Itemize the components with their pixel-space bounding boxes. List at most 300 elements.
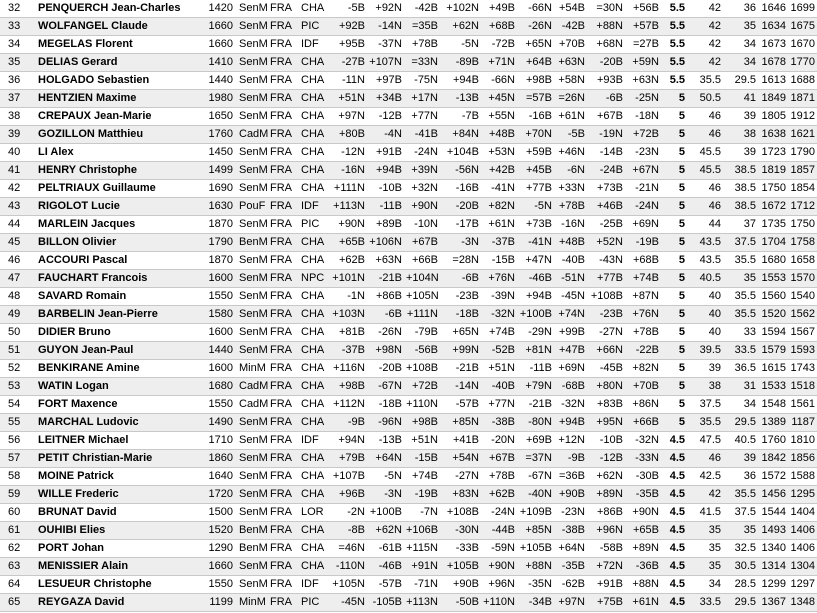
round-result-6: -34B: [517, 594, 554, 612]
round-result-7: -45N: [554, 288, 587, 306]
federation-cell: FRA: [266, 180, 297, 198]
round-result-8: +46B: [587, 198, 625, 216]
round-result-9: +72B: [625, 126, 661, 144]
round-result-8: -6B: [587, 90, 625, 108]
round-result-6: -26N: [517, 18, 554, 36]
elo-cell: 1550: [193, 396, 235, 414]
league-cell: CHA: [297, 180, 330, 198]
points-cell: 5: [661, 396, 687, 414]
round-result-1: +107B: [330, 468, 367, 486]
round-result-7: -6N: [554, 162, 587, 180]
tiebreak-3: 1340: [758, 540, 788, 558]
round-result-4: +84N: [440, 126, 481, 144]
round-result-3: -24N: [404, 144, 440, 162]
category-cell: BenM: [235, 540, 266, 558]
round-result-7: +94B: [554, 414, 587, 432]
points-cell: 5: [661, 126, 687, 144]
category-cell: SenM: [235, 162, 266, 180]
tiebreak-1: 40: [687, 324, 723, 342]
round-result-2: +98N: [367, 342, 404, 360]
round-result-6: +81N: [517, 342, 554, 360]
table-row: [0, 486, 817, 504]
rank-cell: 53: [0, 378, 30, 396]
round-result-7: +46N: [554, 144, 587, 162]
round-result-8: -43N: [587, 252, 625, 270]
round-result-7: +90B: [554, 486, 587, 504]
tiebreak-4: 1658: [788, 252, 817, 270]
player-name: MOINE Patrick: [30, 468, 193, 486]
round-result-6: +73B: [517, 216, 554, 234]
round-result-2: +106N: [367, 234, 404, 252]
category-cell: SenM: [235, 90, 266, 108]
player-name: FORT Maxence: [30, 396, 193, 414]
elo-cell: 1790: [193, 234, 235, 252]
rank-cell: 35: [0, 54, 30, 72]
round-result-4: -89B: [440, 54, 481, 72]
tiebreak-1: 35: [687, 540, 723, 558]
category-cell: SenM: [235, 36, 266, 54]
table-row: [0, 558, 817, 576]
tiebreak-2: 29.5: [723, 414, 758, 432]
tiebreak-4: 1871: [788, 90, 817, 108]
player-name: WOLFANGEL Claude: [30, 18, 193, 36]
federation-cell: FRA: [266, 252, 297, 270]
tiebreak-3: 1672: [758, 198, 788, 216]
league-cell: CHA: [297, 450, 330, 468]
rank-cell: 65: [0, 594, 30, 612]
round-result-7: +33N: [554, 180, 587, 198]
round-result-4: -30N: [440, 522, 481, 540]
tiebreak-1: 40: [687, 306, 723, 324]
table-row: [0, 342, 817, 360]
league-cell: CHA: [297, 252, 330, 270]
round-result-7: -16N: [554, 216, 587, 234]
tiebreak-2: 34: [723, 396, 758, 414]
round-result-6: -35N: [517, 576, 554, 594]
points-cell: 5: [661, 162, 687, 180]
league-cell: CHA: [297, 360, 330, 378]
round-result-6: +64B: [517, 54, 554, 72]
round-result-1: +79B: [330, 450, 367, 468]
tiebreak-2: 37.5: [723, 504, 758, 522]
round-result-4: -57B: [440, 396, 481, 414]
tiebreak-2: 31: [723, 378, 758, 396]
round-result-5: +71N: [481, 54, 517, 72]
round-result-9: -30B: [625, 468, 661, 486]
tiebreak-2: 39: [723, 108, 758, 126]
rank-cell: 39: [0, 126, 30, 144]
round-result-8: +93B: [587, 72, 625, 90]
round-result-5: +42B: [481, 162, 517, 180]
round-result-9: +66B: [625, 414, 661, 432]
round-result-1: -2N: [330, 504, 367, 522]
federation-cell: FRA: [266, 396, 297, 414]
round-result-2: -37N: [367, 36, 404, 54]
points-cell: 4.5: [661, 486, 687, 504]
round-result-9: +67N: [625, 162, 661, 180]
player-name: MEGELAS Florent: [30, 36, 193, 54]
tiebreak-1: 33.5: [687, 594, 723, 612]
league-cell: CHA: [297, 126, 330, 144]
tiebreak-4: 1857: [788, 162, 817, 180]
round-result-8: -12B: [587, 450, 625, 468]
tiebreak-4: 1790: [788, 144, 817, 162]
round-result-1: +51N: [330, 90, 367, 108]
tiebreak-4: 1518: [788, 378, 817, 396]
round-result-8: -20B: [587, 54, 625, 72]
federation-cell: FRA: [266, 72, 297, 90]
federation-cell: FRA: [266, 234, 297, 252]
points-cell: 5: [661, 360, 687, 378]
round-result-5: -37B: [481, 234, 517, 252]
round-result-7: +70B: [554, 36, 587, 54]
tiebreak-2: 39: [723, 450, 758, 468]
round-result-4: -23B: [440, 288, 481, 306]
round-result-4: -7B: [440, 108, 481, 126]
federation-cell: FRA: [266, 576, 297, 594]
category-cell: MinM: [235, 360, 266, 378]
round-result-2: -96N: [367, 414, 404, 432]
tiebreak-2: 36: [723, 0, 758, 18]
tiebreak-2: 29.5: [723, 594, 758, 612]
federation-cell: FRA: [266, 522, 297, 540]
player-name: ACCOURI Pascal: [30, 252, 193, 270]
round-result-3: +72B: [404, 378, 440, 396]
round-result-9: -18N: [625, 108, 661, 126]
player-name: SAVARD Romain: [30, 288, 193, 306]
tiebreak-2: 35: [723, 18, 758, 36]
round-result-7: +97N: [554, 594, 587, 612]
round-result-6: +100B: [517, 306, 554, 324]
round-result-2: +94B: [367, 162, 404, 180]
round-result-8: +91B: [587, 576, 625, 594]
tiebreak-1: 45.5: [687, 144, 723, 162]
round-result-1: +112N: [330, 396, 367, 414]
elo-cell: 1440: [193, 342, 235, 360]
table-row: [0, 18, 817, 36]
league-cell: CHA: [297, 108, 330, 126]
table-row: [0, 324, 817, 342]
league-cell: IDF: [297, 198, 330, 216]
player-name: LI Alex: [30, 144, 193, 162]
round-result-8: -19N: [587, 126, 625, 144]
table-row: [0, 144, 817, 162]
tiebreak-3: 1533: [758, 378, 788, 396]
round-result-7: =26N: [554, 90, 587, 108]
player-name: MARCHAL Ludovic: [30, 414, 193, 432]
league-cell: CHA: [297, 540, 330, 558]
round-result-1: +96B: [330, 486, 367, 504]
round-result-5: -15B: [481, 252, 517, 270]
round-result-9: -25N: [625, 90, 661, 108]
rank-cell: 43: [0, 198, 30, 216]
round-result-7: +99B: [554, 324, 587, 342]
tiebreak-2: 35.5: [723, 306, 758, 324]
category-cell: SenM: [235, 504, 266, 522]
tiebreak-1: 42: [687, 54, 723, 72]
points-cell: 4.5: [661, 576, 687, 594]
round-result-6: -5N: [517, 198, 554, 216]
tiebreak-4: 1588: [788, 468, 817, 486]
federation-cell: FRA: [266, 342, 297, 360]
round-result-1: +103N: [330, 306, 367, 324]
round-result-4: +99N: [440, 342, 481, 360]
round-result-5: +45N: [481, 90, 517, 108]
table-row: [0, 108, 817, 126]
round-result-9: +70B: [625, 378, 661, 396]
category-cell: SenM: [235, 252, 266, 270]
player-name: DIDIER Bruno: [30, 324, 193, 342]
rank-cell: 57: [0, 450, 30, 468]
table-row: [0, 162, 817, 180]
round-result-8: -25B: [587, 216, 625, 234]
round-result-5: +68B: [481, 18, 517, 36]
round-result-5: -39N: [481, 288, 517, 306]
table-row: [0, 252, 817, 270]
round-result-2: +89B: [367, 216, 404, 234]
elo-cell: 1199: [193, 594, 235, 612]
round-result-1: +111N: [330, 180, 367, 198]
points-cell: 5: [661, 108, 687, 126]
round-result-4: -5N: [440, 36, 481, 54]
tiebreak-3: 1299: [758, 576, 788, 594]
round-result-6: +65N: [517, 36, 554, 54]
round-result-9: +69N: [625, 216, 661, 234]
league-cell: CHA: [297, 288, 330, 306]
round-result-4: +65N: [440, 324, 481, 342]
round-result-2: -10B: [367, 180, 404, 198]
league-cell: CHA: [297, 90, 330, 108]
federation-cell: FRA: [266, 486, 297, 504]
tiebreak-3: 1680: [758, 252, 788, 270]
category-cell: SenM: [235, 414, 266, 432]
table-row: [0, 270, 817, 288]
round-result-9: -32N: [625, 432, 661, 450]
elo-cell: 1860: [193, 450, 235, 468]
round-result-5: -72B: [481, 36, 517, 54]
league-cell: CHA: [297, 558, 330, 576]
category-cell: SenM: [235, 432, 266, 450]
round-result-9: -36B: [625, 558, 661, 576]
federation-cell: FRA: [266, 198, 297, 216]
tiebreak-4: 1621: [788, 126, 817, 144]
category-cell: SenM: [235, 0, 266, 18]
round-result-3: -41B: [404, 126, 440, 144]
category-cell: SenM: [235, 180, 266, 198]
rank-cell: 44: [0, 216, 30, 234]
round-result-9: -19B: [625, 234, 661, 252]
round-result-9: +65B: [625, 522, 661, 540]
round-result-4: +62N: [440, 18, 481, 36]
tiebreak-3: 1805: [758, 108, 788, 126]
table-row: [0, 576, 817, 594]
tiebreak-3: 1678: [758, 54, 788, 72]
federation-cell: FRA: [266, 432, 297, 450]
round-result-8: +86B: [587, 504, 625, 522]
round-result-1: -12N: [330, 144, 367, 162]
federation-cell: FRA: [266, 288, 297, 306]
tiebreak-2: 35.5: [723, 486, 758, 504]
round-result-4: +41B: [440, 432, 481, 450]
round-result-5: +55N: [481, 108, 517, 126]
tiebreak-1: 34: [687, 576, 723, 594]
player-name: RIGOLOT Lucie: [30, 198, 193, 216]
tiebreak-3: 1646: [758, 0, 788, 18]
player-name: CREPAUX Jean-Marie: [30, 108, 193, 126]
round-result-6: =57B: [517, 90, 554, 108]
tiebreak-3: 1615: [758, 360, 788, 378]
round-result-9: +63N: [625, 72, 661, 90]
tiebreak-4: 1304: [788, 558, 817, 576]
round-result-3: -75N: [404, 72, 440, 90]
federation-cell: FRA: [266, 126, 297, 144]
category-cell: SenM: [235, 288, 266, 306]
round-result-8: -10B: [587, 432, 625, 450]
elo-cell: 1870: [193, 216, 235, 234]
table-row: [0, 90, 817, 108]
points-cell: 4.5: [661, 594, 687, 612]
round-result-6: -40N: [517, 486, 554, 504]
tiebreak-1: 39: [687, 360, 723, 378]
elo-cell: 1600: [193, 270, 235, 288]
rank-cell: 47: [0, 270, 30, 288]
round-result-1: +113N: [330, 198, 367, 216]
tiebreak-4: 1567: [788, 324, 817, 342]
round-result-5: +62B: [481, 486, 517, 504]
player-name: LEITNER Michael: [30, 432, 193, 450]
table-row: [0, 540, 817, 558]
round-result-9: -35B: [625, 486, 661, 504]
points-cell: 5: [661, 216, 687, 234]
round-result-7: +48B: [554, 234, 587, 252]
tiebreak-2: 37: [723, 216, 758, 234]
round-result-2: -6B: [367, 306, 404, 324]
rank-cell: 41: [0, 162, 30, 180]
round-result-1: -27B: [330, 54, 367, 72]
elo-cell: 1450: [193, 144, 235, 162]
tiebreak-4: 1295: [788, 486, 817, 504]
round-result-1: +65B: [330, 234, 367, 252]
category-cell: CadM: [235, 396, 266, 414]
round-result-7: -38B: [554, 522, 587, 540]
table-row: [0, 72, 817, 90]
round-result-8: +96N: [587, 522, 625, 540]
round-result-6: -41N: [517, 234, 554, 252]
tiebreak-3: 1553: [758, 270, 788, 288]
tiebreak-1: 50.5: [687, 90, 723, 108]
tiebreak-4: 1675: [788, 18, 817, 36]
round-result-7: +47B: [554, 342, 587, 360]
category-cell: CadM: [235, 378, 266, 396]
tiebreak-3: 1704: [758, 234, 788, 252]
tiebreak-3: 1560: [758, 288, 788, 306]
federation-cell: FRA: [266, 162, 297, 180]
round-result-2: +91B: [367, 144, 404, 162]
tiebreak-2: 35: [723, 522, 758, 540]
tiebreak-2: 32.5: [723, 540, 758, 558]
elo-cell: 1490: [193, 414, 235, 432]
round-result-9: +61N: [625, 594, 661, 612]
round-result-3: +111N: [404, 306, 440, 324]
points-cell: 5.5: [661, 72, 687, 90]
tiebreak-4: 1750: [788, 216, 817, 234]
round-result-8: +72N: [587, 558, 625, 576]
table-row: [0, 522, 817, 540]
tiebreak-4: 1854: [788, 180, 817, 198]
tiebreak-2: 33.5: [723, 342, 758, 360]
tiebreak-1: 46: [687, 450, 723, 468]
tiebreak-3: 1842: [758, 450, 788, 468]
rank-cell: 40: [0, 144, 30, 162]
round-result-2: -14N: [367, 18, 404, 36]
round-result-3: =35B: [404, 18, 440, 36]
round-result-8: -27N: [587, 324, 625, 342]
round-result-9: +90N: [625, 504, 661, 522]
round-result-3: +90N: [404, 198, 440, 216]
round-result-3: -7N: [404, 504, 440, 522]
round-result-6: +94B: [517, 288, 554, 306]
tiebreak-4: 1348: [788, 594, 817, 612]
league-cell: PIC: [297, 594, 330, 612]
points-cell: 5: [661, 324, 687, 342]
round-result-7: -62B: [554, 576, 587, 594]
tiebreak-2: 28.5: [723, 576, 758, 594]
round-result-5: -40B: [481, 378, 517, 396]
round-result-3: +74B: [404, 468, 440, 486]
round-result-5: +90N: [481, 558, 517, 576]
points-cell: 5: [661, 90, 687, 108]
round-result-1: -9B: [330, 414, 367, 432]
rank-cell: 51: [0, 342, 30, 360]
table-row: [0, 54, 817, 72]
rank-cell: 58: [0, 468, 30, 486]
elo-cell: 1680: [193, 378, 235, 396]
tiebreak-2: 35.5: [723, 252, 758, 270]
round-result-3: -19B: [404, 486, 440, 504]
round-result-1: -37B: [330, 342, 367, 360]
round-result-8: +67B: [587, 108, 625, 126]
round-result-1: -16N: [330, 162, 367, 180]
rank-cell: 34: [0, 36, 30, 54]
category-cell: SenM: [235, 270, 266, 288]
round-result-6: =37N: [517, 450, 554, 468]
round-result-8: -14B: [587, 144, 625, 162]
elo-cell: 1499: [193, 162, 235, 180]
tiebreak-1: 35.5: [687, 414, 723, 432]
tiebreak-2: 39: [723, 144, 758, 162]
points-cell: 5: [661, 306, 687, 324]
round-result-2: -3N: [367, 486, 404, 504]
tiebreak-1: 37.5: [687, 396, 723, 414]
round-result-2: -46B: [367, 558, 404, 576]
round-result-4: +83N: [440, 486, 481, 504]
round-result-7: +64N: [554, 540, 587, 558]
round-result-5: -24N: [481, 504, 517, 522]
category-cell: SenM: [235, 486, 266, 504]
points-cell: 5: [661, 270, 687, 288]
tiebreak-2: 34: [723, 54, 758, 72]
round-result-5: -66N: [481, 72, 517, 90]
round-result-4: +105B: [440, 558, 481, 576]
round-result-8: =30N: [587, 0, 625, 18]
rank-cell: 52: [0, 360, 30, 378]
category-cell: SenM: [235, 558, 266, 576]
rank-cell: 32: [0, 0, 30, 18]
elo-cell: 1660: [193, 36, 235, 54]
round-result-2: +62N: [367, 522, 404, 540]
round-result-9: -22B: [625, 342, 661, 360]
round-result-4: +54N: [440, 450, 481, 468]
